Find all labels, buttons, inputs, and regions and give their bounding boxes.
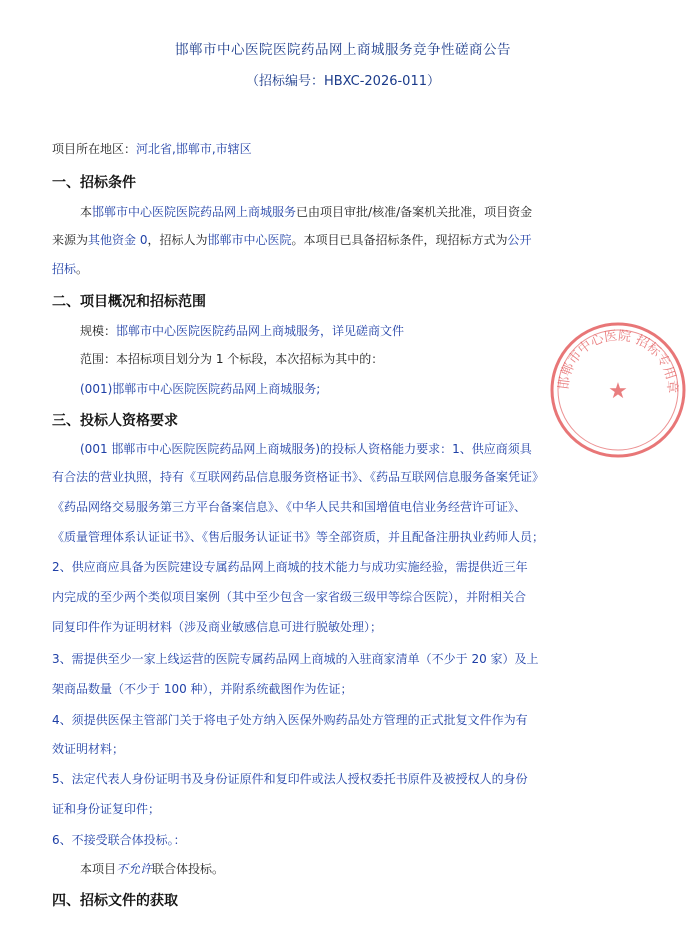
section-heading-2: 二、项目概况和招标范围 (52, 294, 206, 310)
official-seal-icon (538, 310, 686, 460)
paragraph-line (52, 260, 88, 278)
svg-text:★: ★ (608, 379, 628, 404)
text-run: 本项目 (80, 862, 117, 876)
qualification-line: 有合法的营业执照，持有《互联网药品信息服务资格证书》、《药品互联网信息服务备案凭证》 (52, 470, 545, 484)
text-run: 已由项目审批/核准/备案机关批准，项目资金 (296, 205, 533, 219)
section-heading-1: 一、招标条件 (52, 175, 136, 191)
tender-number: （招标编号：HBXC-2026-011） (245, 74, 440, 89)
qualification-line: (001 邯郸市中心医院医院药品网上商城服务)的投标人资格能力要求：1、供应商须具 (80, 442, 532, 456)
qualification-line: 《药品网络交易服务第三方平台备案信息》、《中华人民共和国增值电信业务经营许可证》、 (52, 500, 527, 514)
seal-text: 邯郸市中心医院 招标专用章 (556, 328, 680, 394)
text-run: 。 (76, 262, 89, 276)
scope-line: 范围：本招标项目划分为 1 个标段，本次招标为其中的： (80, 352, 384, 366)
text-run: 来源为 (52, 233, 89, 247)
scale-line (80, 322, 404, 340)
region-value: 河北省,邯郸市,市辖区 (136, 142, 252, 156)
project-name: 邯郸市中心医院医院药品网上商城服务 (92, 205, 297, 219)
qualification-line: 2、供应商应具备为医院建设专属药品网上商城的技术能力与成功实施经验，需提供近三年 (52, 560, 528, 574)
qualification-line: 内完成的至少两个类似项目案例（其中至少包含一家省级三级甲等综合医院），并附相关合 (52, 590, 527, 604)
qualification-line: 《质量管理体系认证证书》、《售后服务认证证书》等全部资质，并且配备注册执业药师人员； (52, 530, 545, 544)
qualification-line: 证和身份证复印件； (52, 802, 161, 816)
qualification-line: 6、不接受联合体投标。： (52, 833, 186, 847)
region-line (52, 140, 252, 158)
tender-method: 公开 (507, 233, 532, 247)
page-title: 邯郸市中心医院医院药品网上商城服务竞争性磋商公告 (175, 42, 511, 58)
consortium-line (80, 860, 224, 878)
qualification-line: 同复印件作为证明材料（涉及商业敏感信息可进行脱敏处理）； (52, 620, 383, 634)
section-heading-4: 四、招标文件的获取 (52, 893, 178, 909)
text-run: 联合体投标。 (152, 862, 225, 876)
qualification-line: 5、法定代表人身份证明书及身份证原件和复印件或法人授权委托书原件及被授权人的身份 (52, 772, 528, 786)
consortium-value: 不允许 (116, 862, 153, 876)
paragraph-line (80, 203, 532, 221)
scale-value: 邯郸市中心医院医院药品网上商城服务，详见磋商文件 (116, 324, 405, 338)
text-run: ，招标人为 (147, 233, 208, 247)
lot-line: (001)邯郸市中心医院医院药品网上商城服务; (80, 382, 321, 396)
fund-source: 其他资金 0 (88, 233, 148, 247)
tenderer-name: 邯郸市中心医院 (207, 233, 292, 247)
text-run: 。本项目已具备招标条件，现招标方式为 (291, 233, 508, 247)
paragraph-line (52, 231, 532, 249)
tender-method-cont: 招标 (52, 262, 77, 276)
qualification-line: 效证明材料； (52, 742, 125, 756)
region-label: 项目所在地区： (52, 142, 137, 156)
text-run: 本 (80, 205, 93, 219)
qualification-line: 3、需提供至少一家上线运营的医院专属药品网上商城的入驻商家清单（不少于 20 家）及上 (52, 652, 539, 666)
qualification-line: 架商品数量（不少于 100 种），并附系统截图作为佐证； (52, 682, 353, 696)
qualification-line: 4、须提供医保主管部门关于将电子处方纳入医保外购药品处方管理的正式批复文件作为有 (52, 713, 528, 727)
section-heading-3: 三、投标人资格要求 (52, 413, 178, 429)
scale-label: 规模： (80, 324, 117, 338)
